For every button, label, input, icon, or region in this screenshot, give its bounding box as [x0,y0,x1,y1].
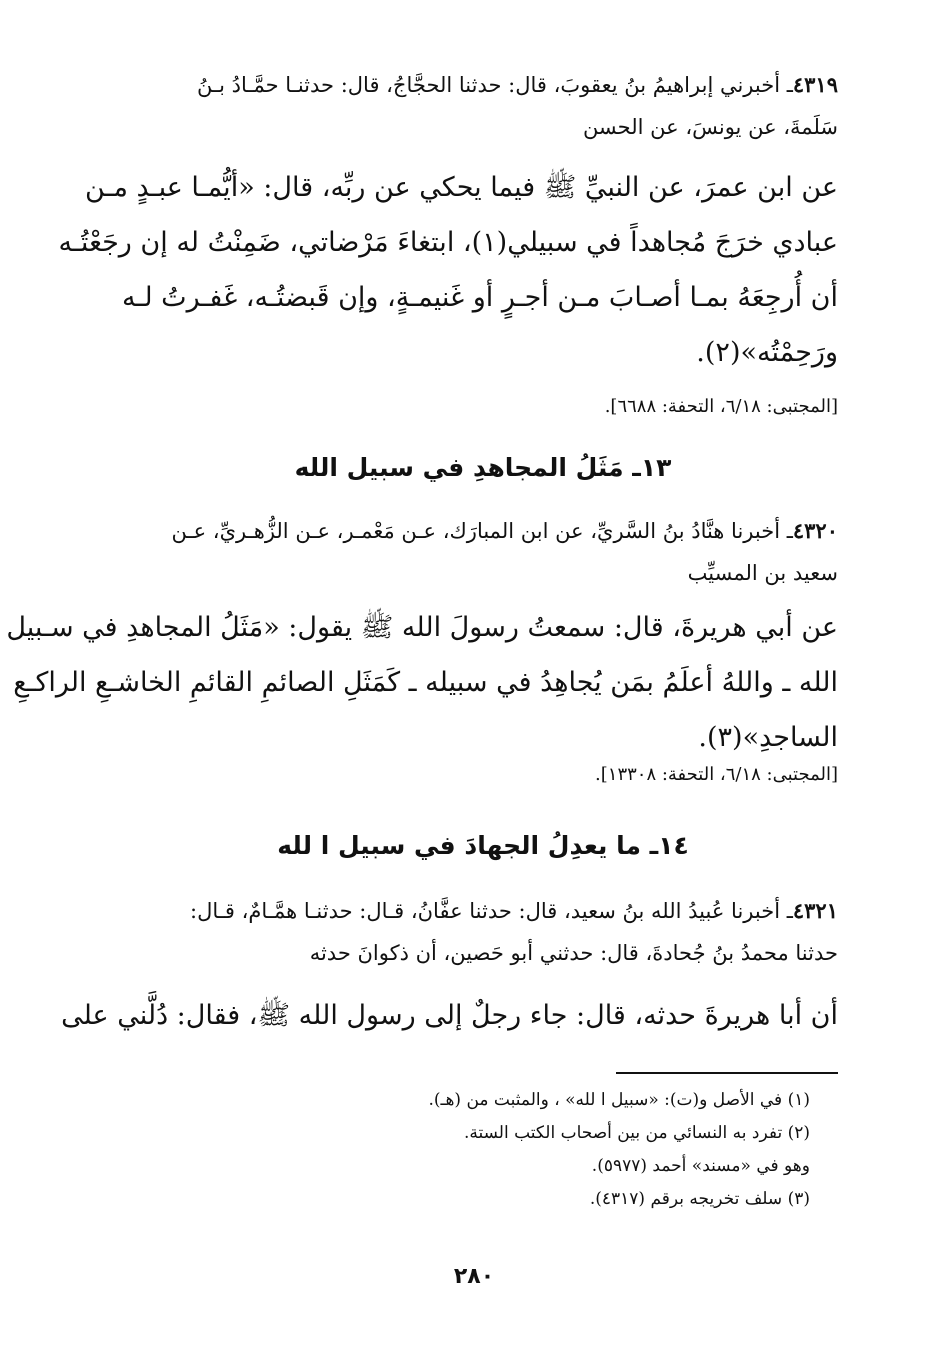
hadith-number: ٤٣٢١ [792,898,838,923]
footnote: (٢) تفرد به النسائي من بين أصحاب الكتب الستة. [463,1123,810,1143]
matn-line: الساجدِ»(٣). [698,722,838,753]
isnad-line: سَلَمةَ، عن يونسَ، عن الحسن [582,115,838,139]
isnad-line: ـ أخبرنا هنَّادُ بنُ السَّريِّ، عن ابن المبارَك، عـن مَعْمـر، عـن الزُّهـريِّ، عـن [171,519,793,543]
footnote: وهو في «مسند» أحمد (٥٩٧٧). [591,1156,810,1176]
matn-line: الله ـ واللهُ أعلَمُ بمَن يُجاهِدُ في سبيله ـ كَمَثَلِ الصائمِ القائمِ الخاشـعِ الراكـعِ [13,667,838,698]
hadith-4321-chain [128,890,838,974]
hadith-4321-matn [61,988,838,1043]
hadith-number: ٤٣٢٠ [792,518,838,543]
footnote-separator [616,1072,838,1074]
matn-line: ورَحِمْتُه»(٢). [696,337,838,368]
chapter-13-heading: ١٣ـ مَثَلُ المجاهدِ في سبيل الله [294,453,672,482]
chapter-14-heading: ١٤ـ ما يعدِلُ الجهادَ في سبيل ا لله [277,831,689,860]
matn-line: عن ابن عمرَ، عن النبيِّ ﷺ فيما يحكي عن ربِّه، قال: «أيُّمـا عبـدٍ مـن [85,172,838,203]
isnad-line: ـ أخبرنا عُبيدُ الله بنُ سعيد، قال: حدثنا عفَّانُ، قـال: حدثنـا همَّـامٌ، قـال: [190,899,793,923]
footnotes [140,1084,810,1216]
isnad-line: حدثنا محمدُ بنُ جُحادةَ، قال: حدثني أبو حَصين، أن ذكوانَ حدثه [309,941,838,965]
hadith-4319-reference: [المجتبى: ٦/١٨، التحفة: ٦٦٨٨]. [604,396,838,417]
matn-line: عن أبي هريرةَ، قال: سمعتُ رسولَ الله ﷺ يقول: «مَثَلُ المجاهدِ في سـبيل [6,612,838,643]
matn-line: أن أُرجِعَهُ بمـا أصـابَ مـن أجـرٍ أو غَنيمـةٍ، وإن قَبضتُـه، غَفـرتُ لـه [121,282,838,313]
hadith-4319-chain [128,64,838,148]
footnote: (٣) سلف تخريجه برقم (٤٣١٧). [589,1189,810,1209]
footnote: (١) في الأصل و(ت): «سبيل ا لله» ، والمثبت من (هـ). [428,1090,810,1110]
hadith-4320-reference: [المجتبى: ٦/١٨، التحفة: ١٣٣٠٨]. [595,764,838,785]
hadith-4319-matn [58,160,838,380]
page-number: ٢٨٠ [453,1264,495,1289]
hadith-number: ٤٣١٩ [792,72,838,97]
isnad-line: ـ أخبرني إبراهيمُ بنُ يعقوبَ، قال: حدثنا الحجَّاجُ، قال: حدثنـا حمَّـادُ بـنُ [196,73,793,97]
isnad-line: سعيد بن المسيِّب [687,561,838,585]
matn-line: عبادي خرَجَ مُجاهداً في سبيلي(١)، ابتغاءَ مَرْضاتي، ضَمِنْتُ له إن رجَعْتُـه [58,227,838,258]
hadith-4320-matn [6,600,838,765]
matn-line: أن أبا هريرةَ حدثه، قال: جاء رجلٌ إلى رسول الله ﷺ، فقال: دُلَّني على [61,1000,838,1031]
hadith-4320-chain [128,510,838,594]
